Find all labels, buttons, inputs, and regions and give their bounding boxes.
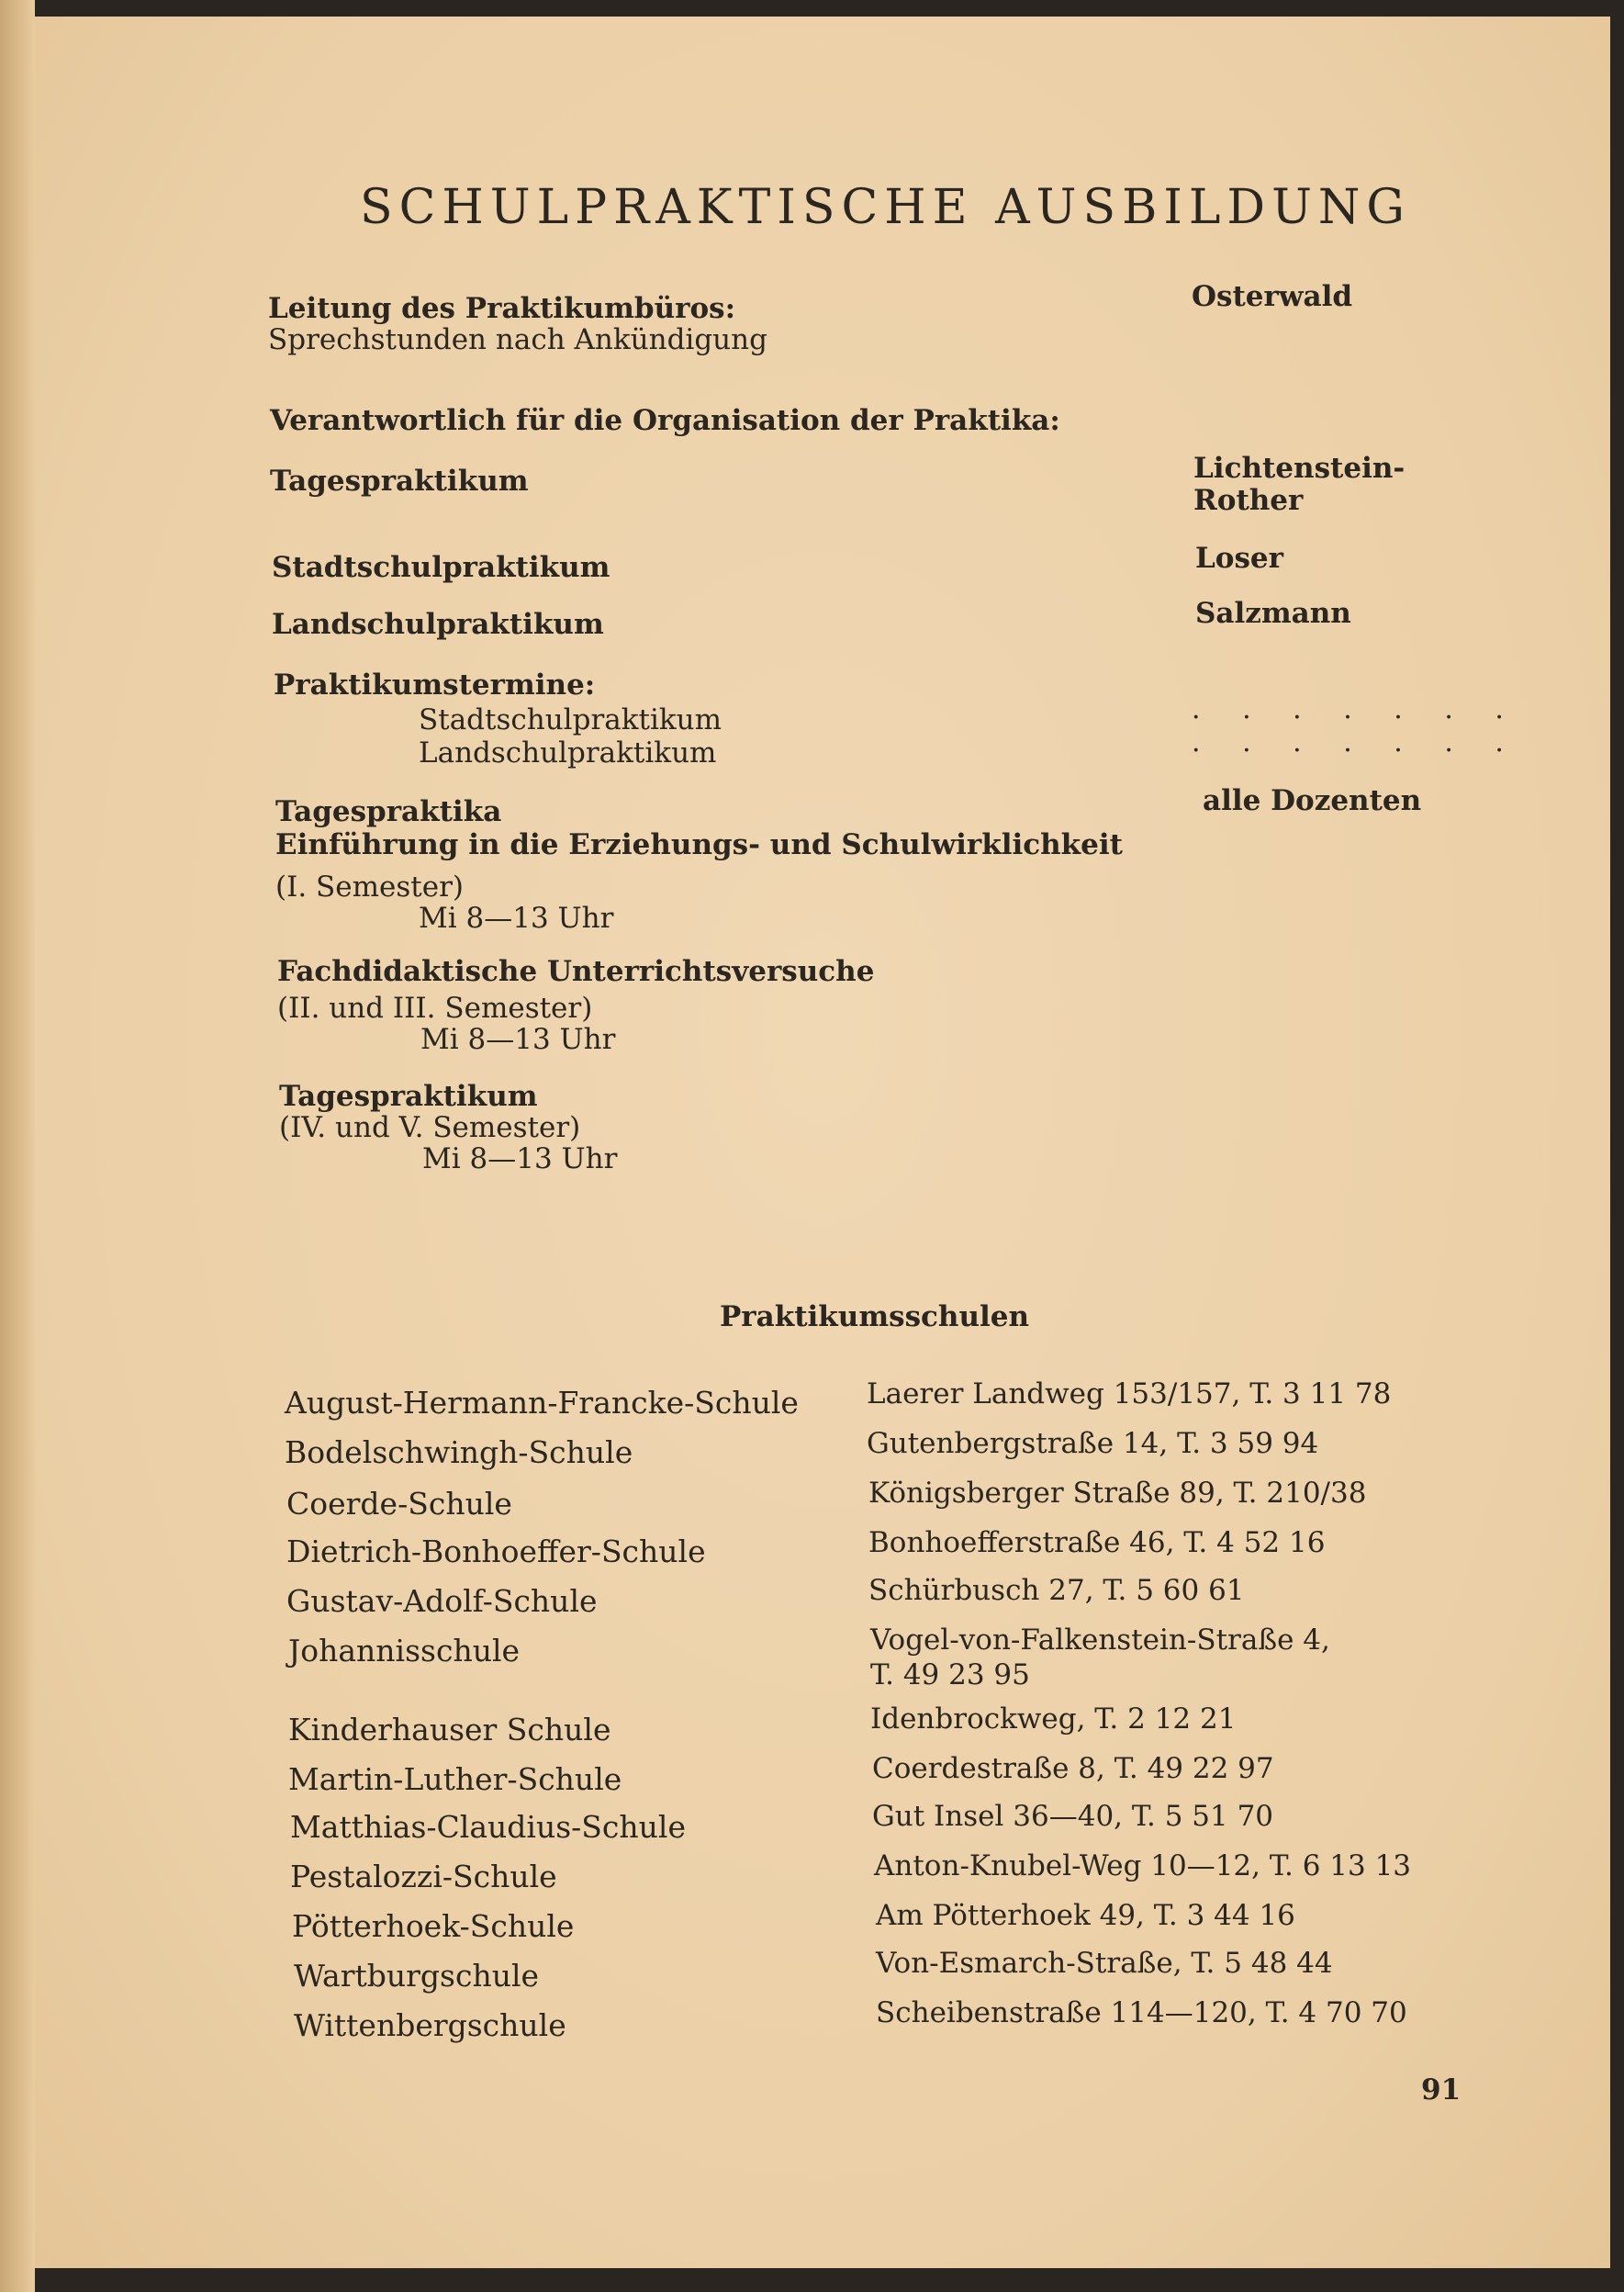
termine-label: Praktikumstermine: [274,668,596,702]
block-3-semester: (IV. und V. Semester) [279,1111,581,1144]
block-3-time: Mi 8—13 Uhr [422,1142,618,1175]
org-name-tagespraktikum-1: Lichtenstein- [1193,452,1406,485]
page-title: SCHULPRAKTISCHE AUSBILDUNG [360,180,1411,235]
school-name: Bodelschwingh-Schule [285,1434,633,1470]
school-address: Königsberger Straße 89, T. 210/38 [868,1477,1367,1510]
school-name: Johannisschule [288,1633,521,1668]
block-1-time: Mi 8—13 Uhr [419,902,614,935]
tagespraktika-label: Tagespraktika [275,795,502,828]
verantwortlich-heading: Verantwortlich für die Organisation der Praktika: [270,404,1060,437]
book-binding [0,0,35,2292]
school-address: Vogel-von-Falkenstein-Straße 4, [870,1624,1330,1657]
termine-dots-2: · · · · · · · [1192,735,1520,767]
org-label-stadtschul: Stadtschulpraktikum [272,551,610,584]
org-label-tagespraktikum: Tagespraktikum [270,465,529,498]
school-name: Matthias-Claudius-Schule [290,1809,686,1845]
org-name-landschul: Salzmann [1195,597,1351,630]
school-address: Gutenbergstraße 14, T. 3 59 94 [867,1427,1319,1460]
org-label-landschul: Landschulpraktikum [272,608,604,641]
school-name: Kinderhauser Schule [288,1712,611,1747]
school-name: Coerde-Schule [286,1486,512,1522]
block-2-heading: Fachdidaktische Unterrichtsversuche [277,955,875,988]
school-address: Anton-Knubel-Weg 10—12, T. 6 13 13 [874,1849,1412,1882]
tagespraktika-who: alle Dozenten [1203,784,1422,817]
org-name-stadtschul: Loser [1195,542,1283,575]
school-address: Schürbusch 27, T. 5 60 61 [868,1574,1245,1607]
school-address-line2: T. 49 23 95 [870,1658,1030,1691]
school-address: Idenbrockweg, T. 2 12 21 [870,1702,1237,1736]
leitung-sub: Sprechstunden nach Ankündigung [268,323,767,356]
school-name: Martin-Luther-Schule [288,1761,622,1797]
block-2-semester: (II. und III. Semester) [277,992,593,1025]
block-3-heading: Tagespraktikum [279,1080,538,1113]
school-name: Dietrich-Bonhoeffer-Schule [286,1534,706,1569]
school-name: Gustav-Adolf-Schule [286,1583,598,1619]
termine-item-landschul: Landschulpraktikum [419,736,717,770]
school-name: Pötterhoek-Schule [292,1908,575,1944]
termine-item-stadtschul: Stadtschulpraktikum [419,703,722,736]
school-address: Laerer Landweg 153/157, T. 3 11 78 [867,1377,1392,1410]
school-name: Pestalozzi-Schule [290,1859,557,1894]
school-address: Coerdestraße 8, T. 49 22 97 [872,1752,1274,1785]
school-name: Wartburgschule [294,1958,540,1994]
org-name-tagespraktikum-2: Rother [1193,484,1304,517]
school-address: Am Pötterhoek 49, T. 3 44 16 [876,1899,1295,1932]
leitung-label: Leitung des Praktikumbüros: [268,292,736,325]
schulen-heading: Praktikumsschulen [720,1300,1030,1333]
page-number: 91 [1421,2073,1462,2107]
block-1-heading: Einführung in die Erziehungs- und Schulwirklichkeit [275,828,1123,861]
block-2-time: Mi 8—13 Uhr [420,1023,616,1056]
school-address: Gut Insel 36—40, T. 5 51 70 [872,1800,1274,1833]
block-1-semester: (I. Semester) [275,871,464,904]
school-name: Wittenbergschule [294,2007,566,2043]
school-address: Bonhoefferstraße 46, T. 4 52 16 [868,1526,1326,1559]
termine-dots-1: · · · · · · · [1192,702,1520,734]
school-address: Scheibenstraße 114—120, T. 4 70 70 [876,1996,1407,2029]
school-address: Von-Esmarch-Straße, T. 5 48 44 [876,1947,1333,1980]
school-name: August-Hermann-Francke-Schule [285,1385,799,1421]
leitung-name: Osterwald [1192,280,1353,313]
